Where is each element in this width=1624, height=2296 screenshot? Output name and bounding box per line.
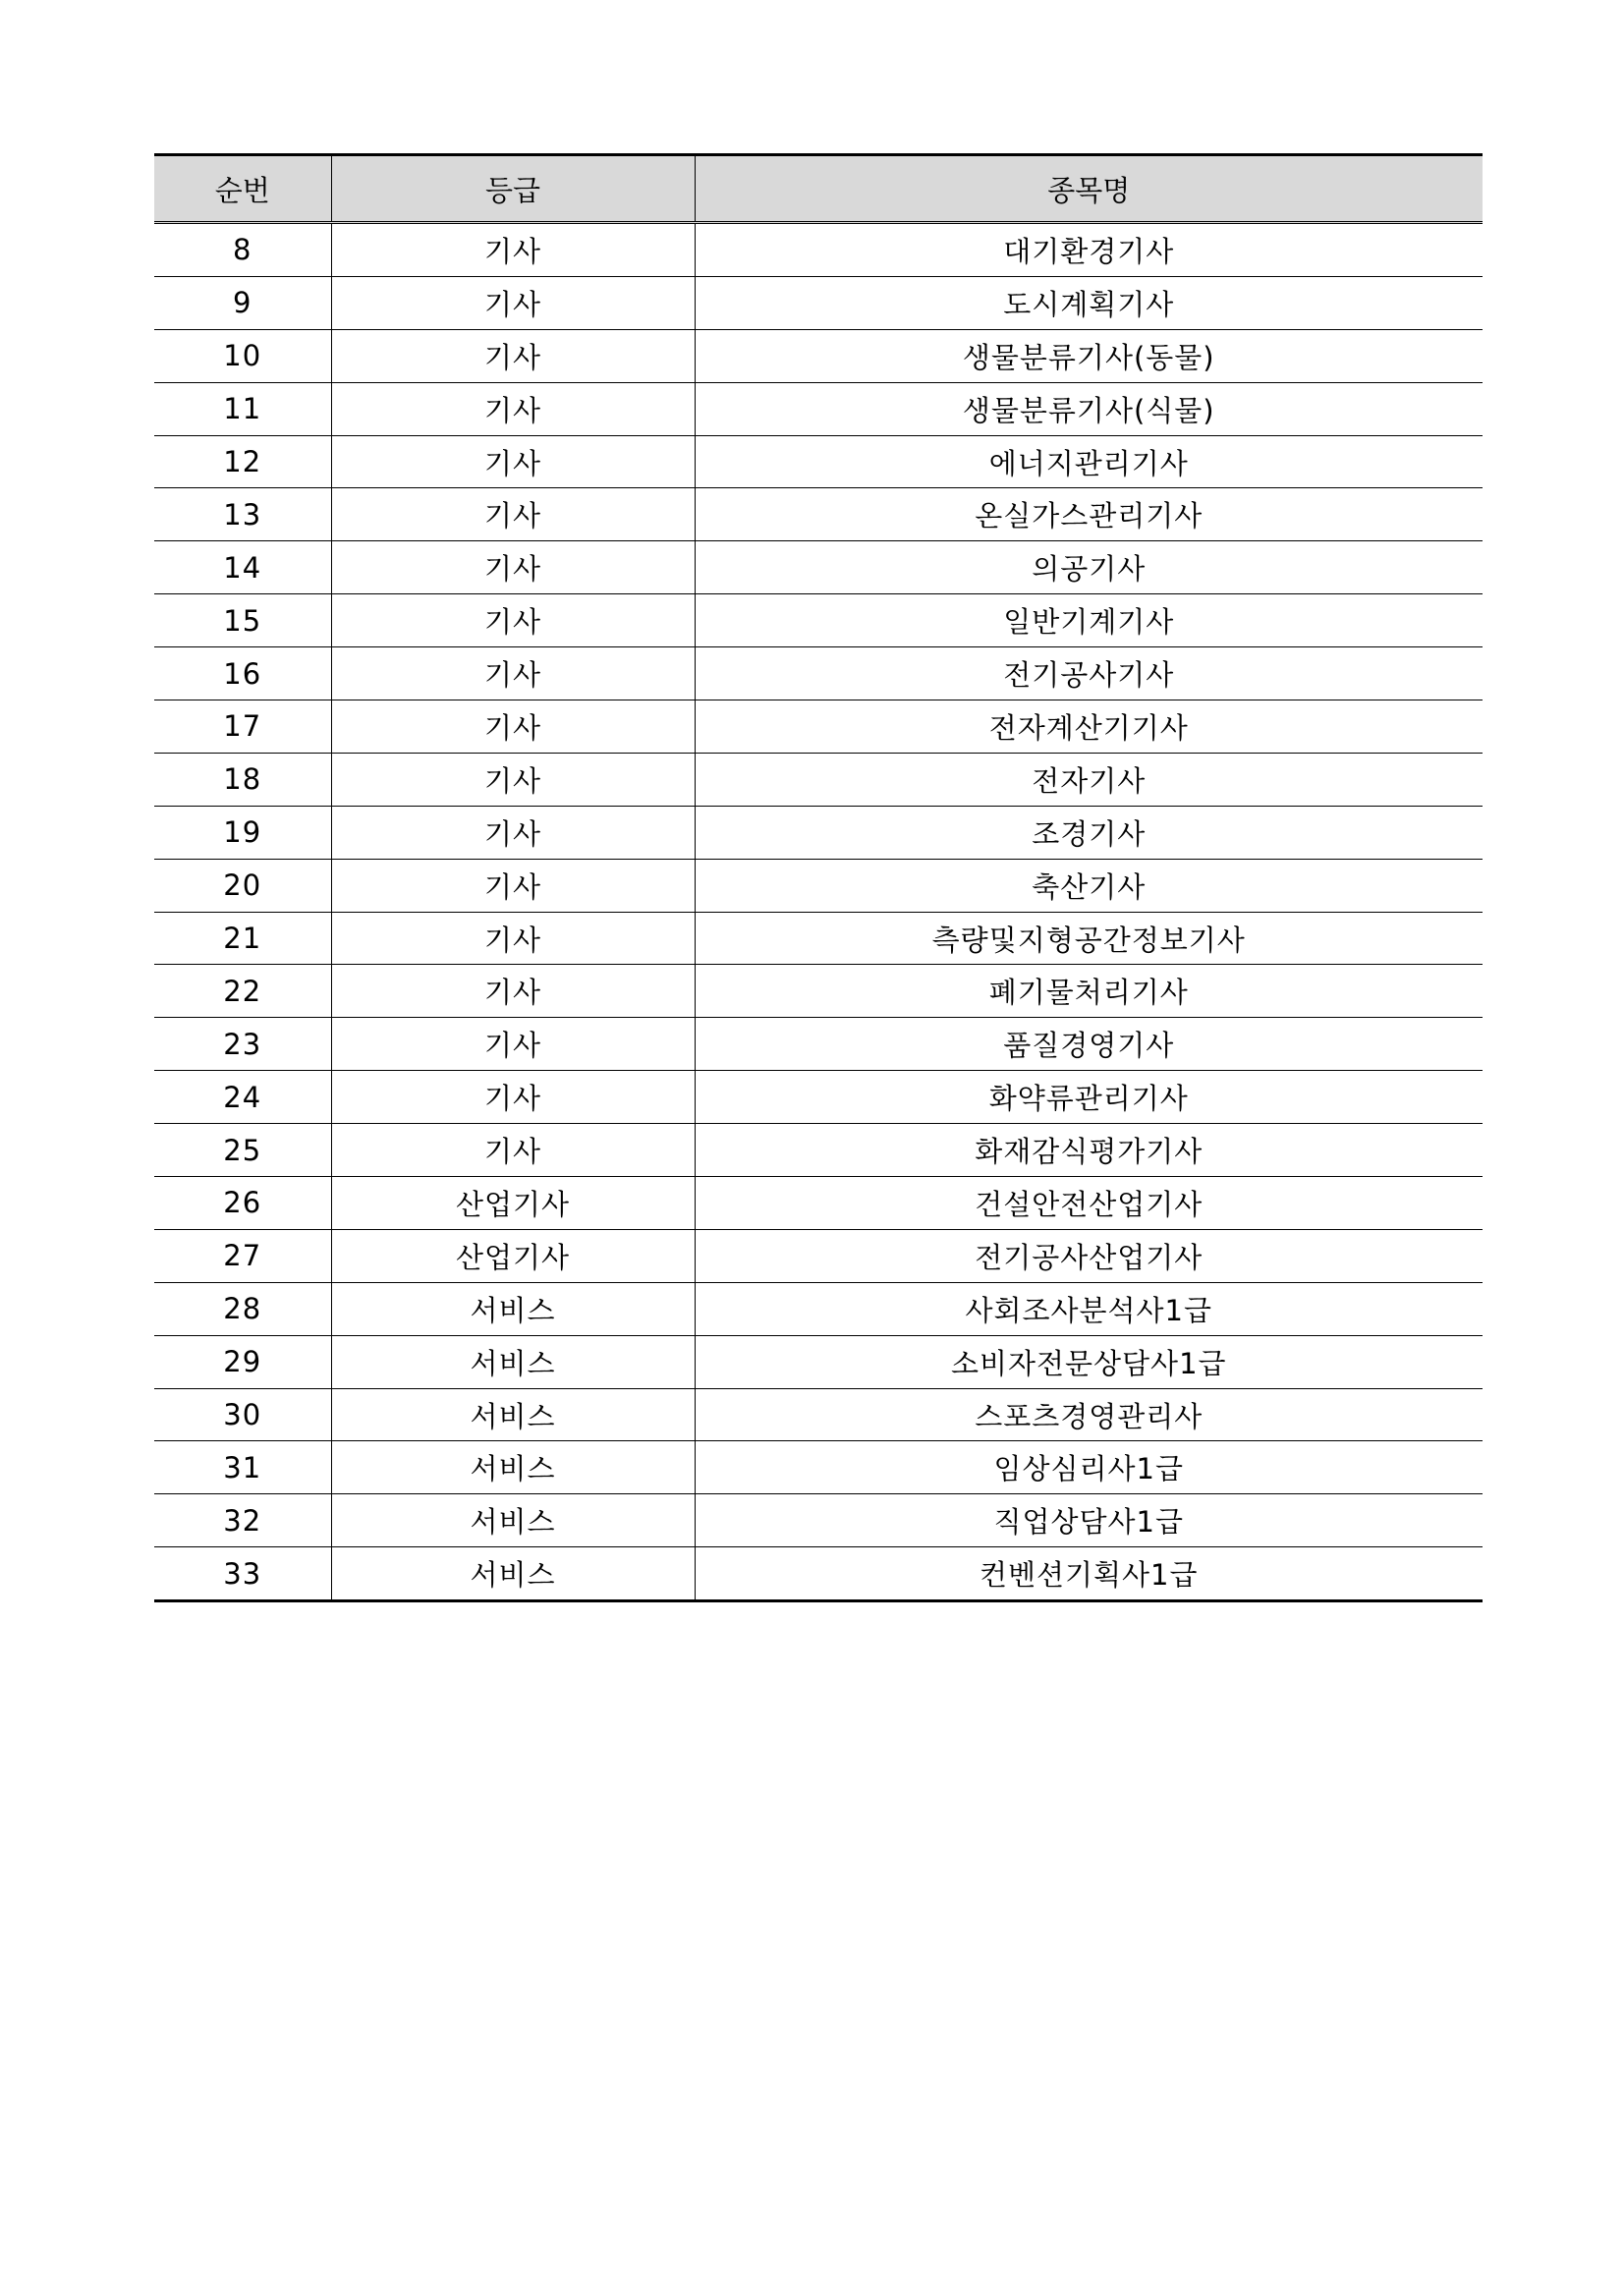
table-row [154, 1388, 1483, 1441]
cell-name: 전기공사산업기사 [695, 1229, 1483, 1282]
cell-grade: 기사 [331, 806, 695, 859]
cell-name: 대기환경기사 [695, 223, 1483, 277]
header-row [154, 155, 1483, 223]
cell-name: 생물분류기사(식물) [695, 382, 1483, 435]
cell-number: 24 [154, 1071, 331, 1124]
cell-number: 28 [154, 1282, 331, 1335]
cell-name: 화약류관리기사 [695, 1071, 1483, 1124]
cell-number: 8 [233, 233, 252, 267]
table-row [154, 1229, 1483, 1282]
cell-number: 32 [154, 1494, 331, 1547]
table-row [154, 647, 1483, 700]
table-row [154, 435, 1483, 488]
cell-grade: 기사 [331, 1124, 695, 1177]
cell-number: 33 [154, 1547, 331, 1601]
table-row [154, 594, 1483, 647]
cell-name: 전자기사 [695, 753, 1483, 806]
cell-number: 20 [154, 859, 331, 912]
table-row [154, 806, 1483, 859]
cell-grade: 기사 [331, 647, 695, 700]
table-row [154, 859, 1483, 912]
table-row [154, 276, 1483, 329]
cell-name: 일반기계기사 [695, 594, 1483, 647]
table-row [154, 223, 1483, 277]
cell-grade: 기사 [331, 1018, 695, 1071]
cell-grade: 산업기사 [331, 1229, 695, 1282]
cell-grade: 기사 [331, 594, 695, 647]
cell-name: 스포츠경영관리사 [695, 1388, 1483, 1441]
table-row [154, 1335, 1483, 1388]
cell-number: 18 [154, 753, 331, 806]
cell-number: 31 [154, 1441, 331, 1494]
cell-grade: 기사 [331, 700, 695, 754]
cell-number: 17 [154, 700, 331, 754]
cell-grade: 기사 [331, 382, 695, 435]
cell-number: 29 [154, 1335, 331, 1388]
cell-grade: 서비스 [331, 1388, 695, 1441]
cell-name: 폐기물처리기사 [695, 965, 1483, 1018]
cell-number: 10 [154, 329, 331, 382]
table-row [154, 1124, 1483, 1177]
cell-name: 컨벤션기획사1급 [695, 1547, 1483, 1601]
cell-grade: 산업기사 [331, 1177, 695, 1230]
header-name: 종목명 [695, 155, 1483, 223]
cell-number: 9 [154, 276, 331, 329]
cell-number: 23 [154, 1018, 331, 1071]
cell-name: 의공기사 [695, 541, 1483, 594]
cell-grade: 기사 [331, 435, 695, 488]
table-row [154, 700, 1483, 754]
cell-number: 19 [154, 806, 331, 859]
cell-name: 사회조사분석사1급 [695, 1282, 1483, 1335]
cell-number: 12 [154, 435, 331, 488]
cell-number: 26 [154, 1177, 331, 1230]
cell-name: 생물분류기사(동물) [695, 329, 1483, 382]
cell-name: 에너지관리기사 [695, 435, 1483, 488]
cell-name: 축산기사 [695, 859, 1483, 912]
cell-name: 화재감식평가기사 [695, 1124, 1483, 1177]
cell-grade: 기사 [331, 276, 695, 329]
table-row [154, 1494, 1483, 1547]
table-row [154, 1018, 1483, 1071]
cell-grade: 서비스 [331, 1441, 695, 1494]
table-body [154, 223, 1483, 1601]
cell-name: 소비자전문상담사1급 [695, 1335, 1483, 1388]
header-number: 순번 [154, 155, 331, 223]
table-row [154, 1282, 1483, 1335]
table-row [154, 1441, 1483, 1494]
table-row [154, 541, 1483, 594]
table-row [154, 753, 1483, 806]
table-row [154, 1547, 1483, 1601]
cell-name: 품질경영기사 [695, 1018, 1483, 1071]
cell-grade: 기사 [331, 329, 695, 382]
cell-grade: 기사 [331, 859, 695, 912]
cell-name: 측량및지형공간정보기사 [695, 912, 1483, 965]
header-grade: 등급 [331, 155, 695, 223]
cell-name: 도시계획기사 [695, 276, 1483, 329]
cell-number: 27 [154, 1229, 331, 1282]
table-row [154, 1071, 1483, 1124]
cell-name: 조경기사 [695, 806, 1483, 859]
table-row [154, 488, 1483, 541]
cell-name: 온실가스관리기사 [695, 488, 1483, 541]
cell-number: 30 [154, 1388, 331, 1441]
cell-number: 11 [154, 382, 331, 435]
cell-name: 전기공사기사 [695, 647, 1483, 700]
cell-number: 13 [154, 488, 331, 541]
cell-grade: 서비스 [331, 1494, 695, 1547]
cell-grade: 서비스 [331, 1335, 695, 1388]
cell-number: 14 [154, 541, 331, 594]
cell-grade: 기사 [331, 541, 695, 594]
cell-number: 15 [154, 594, 331, 647]
cell-grade: 서비스 [331, 1547, 695, 1601]
cell-grade: 기사 [331, 753, 695, 806]
cell-grade: 기사 [331, 1071, 695, 1124]
cell-name: 임상심리사1급 [695, 1441, 1483, 1494]
cell-grade: 기사 [331, 488, 695, 541]
cell-name: 건설안전산업기사 [695, 1177, 1483, 1230]
table-row [154, 329, 1483, 382]
cell-number: 22 [154, 965, 331, 1018]
cell-grade: 서비스 [331, 1282, 695, 1335]
table-header [154, 155, 1483, 223]
table-row [154, 965, 1483, 1018]
table-row [154, 382, 1483, 435]
table-row [154, 912, 1483, 965]
cell-name: 전자계산기기사 [695, 700, 1483, 754]
cell-number: 25 [154, 1124, 331, 1177]
cell-number: 21 [154, 912, 331, 965]
cell-grade: 기사 [331, 912, 695, 965]
cell-number: 16 [154, 647, 331, 700]
qualification-table [154, 153, 1483, 1602]
cell-grade: 기사 [331, 223, 695, 277]
cell-name: 직업상담사1급 [695, 1494, 1483, 1547]
table-row [154, 1177, 1483, 1230]
cell-grade: 기사 [331, 965, 695, 1018]
